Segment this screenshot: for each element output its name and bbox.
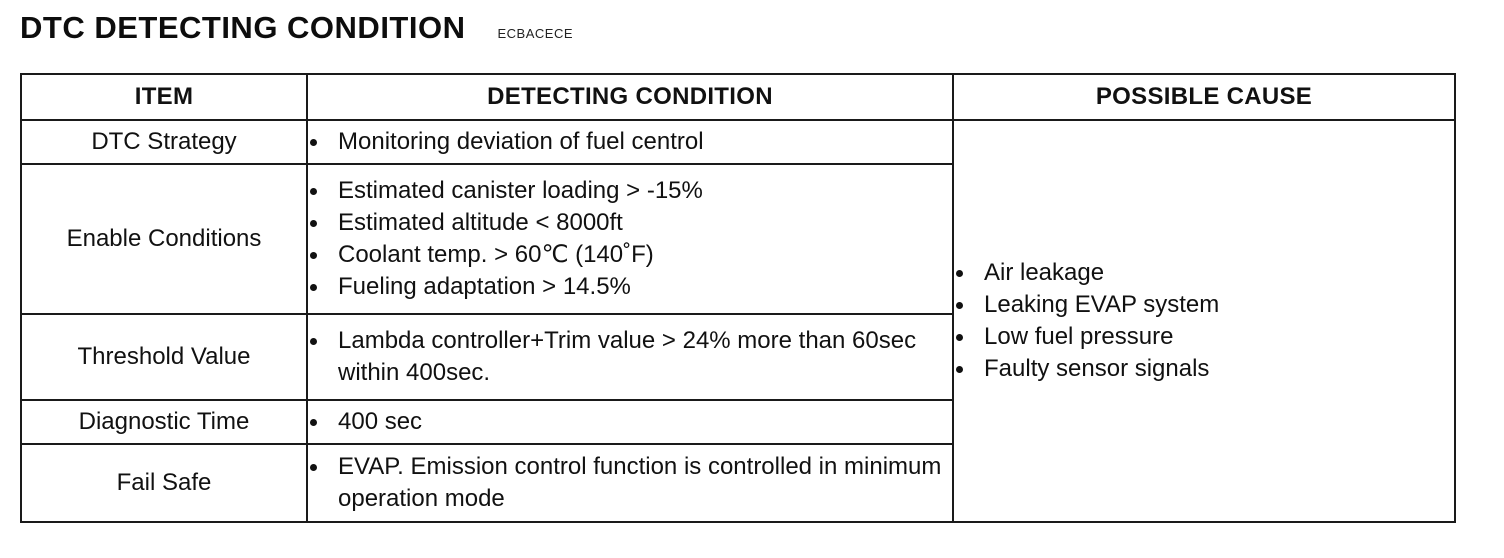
bullet-icon bbox=[310, 284, 317, 291]
cause-text: Low fuel pressure bbox=[984, 323, 1174, 350]
row-item-label: Enable Conditions bbox=[21, 164, 307, 314]
possible-cause-cell bbox=[953, 120, 1455, 522]
column-header-item: ITEM bbox=[21, 74, 307, 120]
dtc-condition-table bbox=[20, 73, 1456, 523]
cause-text: Air leakage bbox=[984, 259, 1105, 286]
row-item-label: DTC Strategy bbox=[21, 120, 307, 164]
condition-text: EVAP. Emission control function is controlled in minimum operation mode bbox=[338, 453, 942, 512]
detecting-condition-cell bbox=[307, 444, 953, 522]
list-item bbox=[954, 257, 1454, 289]
detecting-condition-cell bbox=[307, 400, 953, 444]
bullet-icon bbox=[310, 188, 317, 195]
condition-list bbox=[308, 325, 952, 389]
condition-list bbox=[308, 406, 952, 438]
row-item-label: Diagnostic Time bbox=[21, 400, 307, 444]
cause-text: Faulty sensor signals bbox=[984, 355, 1210, 382]
list-item bbox=[308, 271, 952, 303]
list-item bbox=[308, 126, 952, 158]
bullet-icon bbox=[310, 419, 317, 426]
list-item bbox=[308, 175, 952, 207]
list-item bbox=[308, 239, 952, 271]
bullet-icon bbox=[310, 252, 317, 259]
condition-list bbox=[308, 175, 952, 303]
row-item-label: Threshold Value bbox=[21, 314, 307, 400]
table-header-row bbox=[21, 74, 1455, 120]
list-item bbox=[308, 325, 952, 389]
list-item bbox=[954, 289, 1454, 321]
condition-text: Estimated altitude < 8000ft bbox=[338, 209, 623, 236]
bullet-icon bbox=[956, 302, 963, 309]
list-item bbox=[308, 451, 952, 515]
cause-text: Leaking EVAP system bbox=[984, 291, 1220, 318]
bullet-icon bbox=[956, 366, 963, 373]
detecting-condition-cell bbox=[307, 120, 953, 164]
bullet-icon bbox=[956, 270, 963, 277]
condition-text: Fueling adaptation > 14.5% bbox=[338, 273, 631, 300]
page-title: DTC DETECTING CONDITION bbox=[20, 10, 466, 45]
condition-text: 400 sec bbox=[338, 408, 423, 435]
condition-text: Monitoring deviation of fuel centrol bbox=[338, 128, 704, 155]
bullet-icon bbox=[310, 464, 317, 471]
cause-list bbox=[954, 257, 1454, 385]
bullet-icon bbox=[956, 334, 963, 341]
condition-text: Estimated canister loading > -15% bbox=[338, 177, 703, 204]
condition-text: Lambda controller+Trim value > 24% more than 60sec within 400sec. bbox=[338, 327, 917, 386]
list-item bbox=[308, 207, 952, 239]
list-item bbox=[954, 321, 1454, 353]
column-header-detecting-condition: DETECTING CONDITION bbox=[307, 74, 953, 120]
table-row bbox=[21, 120, 1455, 164]
page-header bbox=[20, 10, 573, 50]
bullet-icon bbox=[310, 220, 317, 227]
list-item bbox=[954, 353, 1454, 385]
bullet-icon bbox=[310, 139, 317, 146]
condition-text: Coolant temp. > 60℃ (140˚F) bbox=[338, 241, 654, 268]
detecting-condition-cell bbox=[307, 164, 953, 314]
list-item bbox=[308, 406, 952, 438]
condition-list bbox=[308, 451, 952, 515]
column-header-possible-cause: POSSIBLE CAUSE bbox=[953, 74, 1455, 120]
bullet-icon bbox=[310, 338, 317, 345]
detecting-condition-cell bbox=[307, 314, 953, 400]
condition-list bbox=[308, 126, 952, 158]
row-item-label: Fail Safe bbox=[21, 444, 307, 522]
section-code: ECBACECE bbox=[497, 26, 574, 41]
